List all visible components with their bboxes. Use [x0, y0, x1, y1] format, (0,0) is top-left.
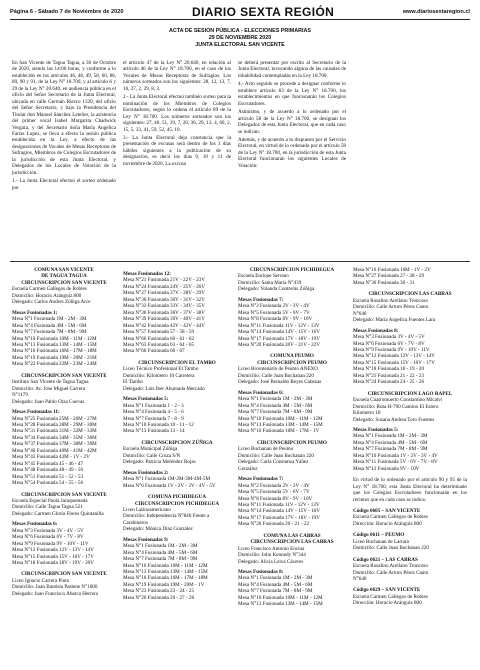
polling-section	[353, 557, 467, 583]
venue-detail: Escuela Rosalino Arellano Troncoso	[353, 563, 428, 570]
listing-col-1	[12, 267, 116, 597]
mesa-item: Mesa N°16 Fusionada 16M - 17M - 1V	[238, 428, 320, 435]
mesa-item: Mesa N°25 Fusionada 25M - 26M - 27M	[12, 415, 97, 422]
venue-detail: Liceo Francisco Antonio Encina	[238, 545, 305, 552]
mesa-item: Mesa N°10 Fusionada 10M - 11M - 12M	[123, 562, 208, 569]
section-title: CIRCUNSCRIPCION EL TAMBO	[138, 359, 216, 366]
mesa-item: Mesa N°6 Fusionada 6V - 7V - 8V	[12, 534, 84, 541]
intro-paragraph: 3.- La Junta Electoral deja constancia que la presentación de excusas será dentro de los 3 días hábiles siguientes a la publicación de su designación, es decir los días 9, 10 y 11 de noviembre de 2020. La excusa	[123, 134, 231, 167]
mesa-item: Mesa N°2 Fusionada 2V - 3V - 4V	[238, 303, 310, 310]
mesa-item: Mesa N°12 Fusionada 12V - 13V - 14V	[12, 547, 94, 554]
venue-detail: Domicilio: Juan Bautista Pastene N°1000	[12, 584, 98, 591]
section-title: COMUNA SAN VICENTE	[34, 267, 94, 273]
venue-detail: González	[238, 465, 258, 472]
mesa-item: Mesa N°31 Fusionada 31M - 32M - 33M	[12, 428, 97, 435]
mesas-list	[238, 483, 346, 528]
mesa-item: Mesa N°21 Fusionada 21V - 22V - 23V	[123, 277, 205, 284]
venue-detail: Delegado: Susana Andrea Toro Fuentes	[353, 416, 435, 423]
acta-heading	[150, 28, 330, 50]
mesa-item: Mesa N°9 Fusionada 9V - 10V - 11V	[12, 540, 89, 547]
mesas-list	[353, 267, 467, 286]
mesa-item: Mesa N°15 Fusionada 15V - 16V - 17V	[353, 359, 435, 366]
mesa-item: Mesa N°10 Fusionada 10 - 11 - 12	[123, 421, 194, 428]
mesas-list	[12, 528, 116, 567]
mesa-item: Mesa N°10 Fusionada 10M - 11M - 12M	[238, 594, 323, 601]
mesa-item: Mesa N°30 Fusionada 30 - 31	[353, 279, 415, 286]
venue-detail: Liceo Buchanan de Larraín	[353, 538, 410, 545]
mesas-label: Mesas Fusionadas 5:	[353, 426, 399, 433]
mesa-item: Mesa N°10 Fusionada 10M - 11M - 12M	[238, 415, 323, 422]
polling-section	[123, 494, 231, 601]
section-title: CIRCUNSCRIPCION PICHIDEGUA	[134, 500, 220, 507]
mesa-item: Mesa N°14 Fusionada 14V - 15V - 16V	[238, 508, 320, 515]
mesa-item: Mesa N°6 Fusionada 1V - 2V - 3V - 4V - 5V	[123, 482, 216, 489]
mesa-item: Mesa N°33 Fusionada 33V - 34V - 35V	[123, 303, 205, 310]
section-title: COMUNA PEUMO	[270, 353, 314, 360]
mesa-item: Mesa N°27 Fusionada 27V - 28V - 29V	[123, 290, 205, 297]
paragraph: En virtud de lo ordenado por el artículo 90 y 95 de la Ley N° 18.700, esta Junta Electoral ha determinado que los Colegios Escrutadores funcionarán en los recintos que en cada caso se indica:	[353, 477, 467, 503]
mesa-item: Mesa N°1 Fusionada 1M - 2M - 3M	[353, 433, 428, 440]
polling-section	[353, 391, 467, 472]
venue-detail: Liceo Buchanan de Peumo	[238, 446, 294, 453]
venue-detail: Delegado: Alicia Leiva Cáceres	[238, 558, 304, 565]
mesa-item: Mesa N°12 Fusionada 9V - 10V	[353, 465, 420, 472]
venue-detail: Escuela Municipal Zúñiga	[123, 446, 178, 453]
mesa-item: Mesa N°5 Fusionada 5V - 6V - 7V	[238, 489, 310, 496]
mesa-item: Mesa N°18 Fusionada 18 - 19 - 20	[353, 366, 425, 373]
mesa-item: Mesa N°4 Fusionada 4M - 5M - 6M	[238, 402, 313, 409]
mesa-item: Mesa N°43 Fusionada 43M - 1V - 2V	[12, 454, 90, 461]
mesa-item: Mesa N°63 Fusionada 63 - 64 - 65	[123, 341, 195, 348]
mesa-item: Mesa N°7 Fusionada 7 - 8 - 9	[123, 415, 184, 422]
mesa-item: Mesa N°30 Fusionada 30V - 31V - 32V	[123, 296, 205, 303]
listing-col-3	[238, 267, 346, 608]
mesas-list	[353, 433, 467, 472]
mesa-item: Mesa N°20 Fusionada 20 - 21 - 22	[238, 521, 310, 528]
venue-detail: Domicilio: Calle Cruza S/N	[123, 452, 181, 459]
masthead: DIARIO SEXTA REGIÓN	[191, 4, 335, 19]
mesas-label: Mesas Fusionadas 11:	[12, 409, 60, 416]
section-title: Código 0629 – SAN VICENTE	[353, 587, 421, 594]
venue-detail: Domicilio: Calle Arturo Pérez Canto	[353, 569, 429, 576]
venue-detail: Delegado: Mónica Díaz González	[123, 526, 193, 533]
polling-section	[12, 571, 116, 597]
venue-detail: Delegado: María Angelica Fuentes Lara	[353, 317, 436, 324]
mesa-item: Mesa N°13 Fusionada 13M - 14M - 15M	[12, 341, 97, 348]
venue-detail: Domicilio: Independencia N°840 Frente a	[123, 513, 210, 520]
mesas-label: Mesas Fusionadas 8:	[353, 327, 399, 334]
mesa-item: Mesa N°22 Fusionada 22M - 23M - 24M	[12, 361, 97, 368]
acta-date: 29 DE NOVIEMBRE 2020	[208, 35, 272, 42]
mesas-label: Mesas Fusionadas 2:	[123, 469, 169, 476]
venue-detail: Escuela Carmen Gallegos de Robles	[353, 593, 428, 600]
mesas-list	[12, 316, 116, 368]
polling-section	[123, 440, 231, 489]
intro-paragraph: En San Vicente de Tagua Tagua, a 30 de Octubre de 2020, siendo las 14:00 horas, y conforme a lo establecido en los artículos 46, 48, 49, 58, 60, 88, 89, 90 y 91, de la Ley N° 18.700, y al artículo 6 y 29 de la Ley N° 20.640, en audiencia pública en el oficio del Señor Secretario de la Junta Electoral, ubicada en calle Germán Riesco 1320, del oficio del Señor Secretario, y bajo la Presidencia del Titular don Manuel Sánchez Letelier, la asistencia del primer vocal Isabel Margarita Chadwick Vergara, y del Secretario doña María Angélica Farías Lopez, se lleva a efecto la sesión pública establecida en la Ley, a efecto de las designaciones de Vocales de Mesas Receptoras de Sufragios, Miembros de Colegios Escrutadores de la jurisdicción de esta Junta Electoral, y Delegados de los Locales de Votación de la jurisdicción.	[12, 60, 116, 176]
mesa-item: Mesa N°19 Fusionada 19M - 20M - 21M	[12, 354, 97, 361]
venue-detail: Escuela Cuatromuerto Constantino Micalvi	[353, 397, 443, 404]
mesa-item: Mesa N°1 Fusionada 1 - 2 - 3	[123, 402, 184, 409]
page-header	[10, 4, 470, 20]
mesa-item: Mesa N°11 Fusionada 11V - 12V - 13V	[238, 501, 320, 508]
mesa-item: Mesa N°12 Fusionada 12V - 13V - 14V	[353, 353, 435, 360]
section-title: CIRCUNSCRIPCION ZÚÑIGA	[141, 439, 213, 446]
mesa-item: Mesa N°17 Fusionada 17V - 18V - 19V	[238, 514, 320, 521]
mesa-item: Mesa N°16 Fusionada 16M - 1V - 2V	[353, 267, 431, 273]
mesa-item: Mesa N°45 Fusionada 45 - 46 - 47	[12, 460, 84, 467]
venue-detail: Dirección: Horacio Aránguiz 800	[353, 520, 422, 527]
mesa-item: Mesa N°4 Fusionada 4M - 5M - 6M	[353, 439, 428, 446]
mesas-list	[123, 543, 231, 601]
mesa-item: Mesa N°60 Fusionada 60 - 61 - 62	[123, 335, 195, 342]
mesa-item: Mesa N°3 Fusionada 3V - 4V - 5V	[12, 527, 84, 534]
mesa-item: Mesa N°15 Fusionada 15V - 16V - 17V	[12, 553, 94, 560]
mesa-item: Mesa N°7 Fusionada 7M - 8M - 9M	[12, 329, 87, 336]
mesa-item: Mesa N°27 Fusionada 27 - 28 - 29	[353, 273, 425, 280]
mesa-item: Mesa N°4 Fusionada 4 - 5 - 6	[123, 409, 184, 416]
section-title: CIRCUNSCRIPCION PEUMO	[257, 359, 327, 366]
mesa-item: Mesa N°3 Fusionada 3V - 4V - 5V	[353, 334, 425, 341]
venue-detail: Domicilio: Calle Juan Buchanan 220	[238, 452, 314, 459]
venue-detail: Liceo Latinoamericano	[123, 506, 171, 513]
venue-detail: N°640	[353, 310, 367, 317]
mesa-item: Mesa N°23 Fusionada 23 - 24 - 25	[123, 588, 195, 595]
polling-section	[353, 477, 467, 503]
mesas-list	[353, 334, 467, 386]
section-title: CIRCUNSCRIPCION LAS CABRAS	[250, 539, 334, 546]
polling-section	[12, 492, 116, 567]
section-title: CIRCUNSCRIPCION SAN VICENTE	[21, 571, 107, 578]
mesa-item: Mesa N°13 Fusionada 13 - 14	[123, 428, 185, 435]
intro-paragraph: se deberá presentar por escrito al Secretario de la Junta Electoral, invocando alguna de las causales de inhabilidad contempladas en la Ley 18.700.	[238, 60, 346, 79]
mesa-item: Mesa N°26 Fusionada 26 - 27 - 28	[123, 594, 195, 601]
section-title: CIRCUNSCRIPCION PICHIDEGUA	[249, 267, 335, 273]
mesa-item: Mesa N°4 Fusionada 4M - 5M - 6M	[238, 581, 313, 588]
listing-col-4	[353, 267, 467, 607]
venue-detail: Delegado: Carlos Andres Zúñiga Arce	[12, 299, 91, 306]
intro-paragraph: Asimismo, y de acuerdo a lo ordenado por el artículo 58 de la Ley N° 18.700, se designan los Delegados de esta Junta Electoral, que en cada caso se indican.	[238, 109, 346, 135]
venue-detail: Escuela Enrique Serrano	[238, 273, 289, 280]
venue-detail: Delegado: Yolanda Contreras Zúñiga	[238, 286, 315, 293]
mesas-label: Mesas Fusionadas 8:	[238, 569, 284, 576]
section-title: Código 0605 – SAN VICENTE	[353, 507, 421, 514]
website-link[interactable]: www.diariosextaregion.cl	[402, 8, 470, 15]
mesas-list	[238, 303, 346, 348]
section-title: DE TAGUA TAGUA	[41, 273, 87, 280]
venue-detail: Delegado: Juan Pablo Oiza Cuevas	[12, 398, 85, 405]
polling-section	[123, 360, 231, 435]
polling-section	[353, 291, 467, 385]
section-title: CIRCUNSCRIPCION SAN VICENTE	[21, 491, 107, 498]
mesa-item: Mesa N°17 Fusionada 17V - 18V - 19V	[238, 335, 320, 342]
mesas-label: Mesas Fusionadas 5:	[123, 396, 169, 403]
mesas-label: Mesas Fusionadas 7:	[238, 476, 284, 483]
venue-detail: Delegado: Carmen Gloria Flores Quintanilla	[12, 510, 104, 517]
venue-detail: Delegado: Carla Constanza Yáñez	[238, 459, 309, 466]
venue-detail: Domicilio: Horacio Aránguiz 800	[12, 292, 82, 299]
mesa-item: Mesa N°54 Fusionada 54 - 55 - 56	[12, 480, 84, 487]
section-title: CIRCUNSCRIPCION LAGO RAPEL	[367, 390, 453, 397]
mesas-list	[12, 416, 116, 487]
mesa-item: Mesa N°4 Fusionada 4M - 5M - 6M	[12, 322, 87, 329]
venue-detail: Domicilio: Calle Arturo Pérez Canto	[353, 304, 429, 311]
venue-detail: El Tambo	[123, 379, 143, 386]
mesa-item: Mesa N°14 Fusionada 14V - 15V - 16V	[238, 329, 320, 336]
mesas-label: Mesas Fusionadas 9:	[123, 536, 169, 543]
mesa-item: Mesa N°9 Fusionada 9V - 10V - 11V	[353, 346, 430, 353]
venue-detail: Delegado: Patricia Meléndez Rojas	[123, 459, 196, 466]
mesa-item: Mesa N°42 Fusionada 42V - 43V - 44V	[123, 322, 205, 329]
venue-detail: Liceo Técnico Profesional El Tambo	[123, 366, 199, 373]
venue-detail: Domicilio: Av. Jose Miguel Carrera	[12, 385, 86, 392]
polling-section	[12, 373, 116, 487]
mesa-item: Mesa N°18 Fusionada 18V - 19V - 20V	[12, 560, 94, 567]
section-divider	[10, 261, 470, 262]
mesa-item: Mesa N°16 Fusionada 16M - 17M - 18M	[123, 575, 208, 582]
polling-section	[238, 533, 346, 608]
intro-paragraph: 1.- La Junta Electoral efectuó el sorteo ordenado por	[12, 178, 116, 191]
venue-detail: Domicilio: Calle Tagua Tagua 521	[12, 504, 83, 511]
mesa-item: Mesa N°10 Fusionada 1V - 2V - 3V - 4V	[353, 452, 438, 459]
mesa-item: Mesa N°21 Fusionada 21 - 22 - 23	[353, 372, 425, 379]
mesa-item: Mesa N°7 Fusionada 7M - 8M - 9M	[238, 588, 313, 595]
mesas-label: Mesas Fusionadas 1:	[12, 309, 58, 316]
venue-detail: Liceo Bicentenario de Peumo ANEXO	[238, 366, 318, 373]
intro-col-3	[238, 60, 346, 171]
polling-section	[123, 271, 231, 355]
section-title: CIRCUNSCRIPCION PEUMO	[257, 439, 327, 446]
mesa-item: Mesa N°24 Fusionada 24V - 25V - 26V	[123, 283, 205, 290]
intro-paragraph: el artículo 47 de la Ley N° 20.640, en relación al artículo 46 de la Ley N° 18.700, en el caso de los Vocales de Mesas Receptoras de Sufragios. Los números sorteados son los siguientes: 28, 12, 13, 7, 16, 27, 2, 29, 8, 3.	[123, 60, 231, 92]
mesa-item: Mesa N°5 Fusionada 5V - 6V - 7V	[238, 309, 310, 316]
venue-detail: Domicilio: John Kennedy N°344	[238, 552, 306, 559]
mesa-item: Mesa N°11 Fusionada 5V - 6V - 7V - 8V	[353, 459, 438, 466]
venue-detail: N°640	[353, 576, 367, 583]
mesa-item: Mesa N°37 Fusionada 37M - 38M - 39M	[12, 441, 97, 448]
venue-detail: Domicilio: Santa María N°439	[238, 279, 302, 286]
venue-detail: Liceo Ignacio Carrera Pinto	[12, 577, 70, 584]
polling-section	[353, 587, 467, 606]
intro-paragraph: 2.- La Junta Electoral efectuó también sorteo para la nominación de los Miembros de Colegios Escrutadores, según lo ordena el artículo 89 de la Ley N° 18.700. Los números sorteados son los siguientes: 27, 40, 51, 19, 7, 20, 36, 29, 13, 4, 60, 2, 15, 5, 33, 41, 59, 52, 45, 10.	[123, 94, 231, 133]
mesa-item: Mesa N°48 Fusionada 48 - 49 - 50	[12, 467, 84, 474]
venue-detail: Delegado: José Reinaldo Reyes Cabezas	[238, 379, 322, 386]
listing-col-2	[123, 267, 231, 601]
acta-title: ACTA DE SESION PÚBLICA - ELECCIONES PRIMARIAS	[168, 28, 312, 34]
venue-detail: N°1179	[12, 392, 28, 399]
venue-detail: Dirección: Horacio Aránguiz 800	[353, 600, 422, 607]
acta-junta: JUNTA ELECTORAL SAN VICENTE	[195, 42, 285, 49]
polling-section	[238, 353, 346, 434]
polling-section	[353, 508, 467, 527]
polling-section	[238, 267, 346, 348]
mesas-list	[123, 476, 231, 489]
mesas-list	[238, 396, 346, 435]
polling-section	[238, 440, 346, 528]
mesa-item: Mesa N°8 Fusionada 8V - 9V - 10V	[238, 316, 313, 323]
section-title: CIRCUNSCRIPCION SAN VICENTE	[21, 372, 107, 379]
section-title: CIRCUNSCRIPCION LAS CABRAS	[368, 291, 452, 298]
venue-detail: Escuela Carmen Gallegos de Robles	[353, 514, 428, 521]
venue-detail: Escuela Carmen Gallegos de Robles	[12, 286, 87, 293]
polling-section	[353, 532, 467, 551]
mesa-item: Mesa N°10 Fusionada 10M - 11M - 12M	[12, 335, 97, 342]
mesa-item: Mesa N°16 Fusionada 16M - 17M - 18M	[12, 348, 97, 355]
venue-detail: Escuela Rosalino Arellano Troncoso	[353, 297, 428, 304]
venue-detail: Instituto San Vicente de Tagua Tagua	[12, 379, 89, 386]
page-info: Página 6 - Sábado 7 de Noviembre de 2020	[10, 8, 124, 15]
intro-col-1	[12, 60, 116, 193]
mesas-label: Mesas Fusionadas 12:	[123, 271, 171, 277]
venue-detail: Carabineros	[123, 519, 148, 526]
mesa-item: Mesa N°24 Fusionada 24 - 25 - 26	[353, 379, 425, 386]
mesa-item: Mesa N°66 Fusionada 66 - 67	[123, 348, 185, 355]
mesa-item: Mesa N°19 Fusionada 19M - 20M - 1V	[123, 581, 205, 588]
mesa-item: Mesa N°13 Fusionada 13M - 14M - 15M	[238, 601, 323, 608]
mesas-label: Mesas Fusionadas 6:	[238, 389, 284, 396]
mesa-item: Mesa N°2 Fusionada 2V - 3V - 4V	[238, 482, 310, 489]
mesa-item: Mesa N°7 Fusionada 7M - 8M - 9M	[238, 409, 313, 416]
section-title: CIRCUNSCRIPCION SAN VICENTE	[21, 279, 107, 286]
mesa-item: Mesa N°1 Fusionada 1M - 2M - 3M	[123, 543, 198, 550]
venue-detail: Domicilio: Kilometro 10 Carretera	[123, 372, 195, 379]
mesas-list	[238, 575, 346, 607]
section-title: COMUNA PICHIDEGUA	[147, 494, 207, 501]
section-title: Código 0621 – LAS CABRAS	[353, 556, 418, 563]
mesas-list	[123, 277, 231, 354]
mesa-item: Mesa N°6 Fusionada 6V - 7V - 8V	[353, 340, 425, 347]
mesas-list	[123, 403, 231, 435]
mesa-item: Mesa N°40 Fusionada 40M - 41M - 42M	[12, 447, 97, 454]
venue-detail: Delegado: Luis Iber Ahumada Mercado	[123, 385, 205, 392]
venue-detail: Kilometro 18	[353, 410, 381, 417]
mesa-item: Mesa N°34 Fusionada 34M - 35M - 36M	[12, 434, 97, 441]
mesa-item: Mesa N°39 Fusionada 39V - 40V - 41V	[123, 316, 205, 323]
mesa-item: Mesa N°57 Fusionada 57 - 58 - 59	[123, 329, 195, 336]
venue-detail: Domicilio: Calle Juan Buchanan 220	[238, 372, 314, 379]
mesa-item: Mesa N°28 Fusionada 28M - 29M - 30M	[12, 421, 97, 428]
mesas-label: Mesas Fusionadas 7:	[238, 296, 284, 303]
mesa-item: Mesa N°1 Fusionada 1M - 2M - 3M	[238, 575, 313, 582]
mesa-item: Mesa N°11 Fusionada 11V - 12V - 13V	[238, 322, 320, 329]
mesa-item: Mesa N°36 Fusionada 36V - 37V - 38V	[123, 309, 205, 316]
mesa-item: Mesa N°1 Fusionada 1M - 2M - 3M	[238, 396, 313, 403]
mesa-item: Mesa N°51 Fusionada 51 - 52 - 53	[12, 473, 84, 480]
venue-detail: Delegado: Juan Francisco Abarca Herrera	[12, 590, 98, 597]
section-title: Código 0611 – PEUMO	[353, 532, 405, 539]
intro-paragraph: Además, y de acuerdo a lo dispuesto por el Servicio Electoral, en virtud de lo ordenado por el artículo 58 de la Ley N° 18.700, en la jurisdicción de esta Junta Electoral funcionarán los siguientes Locales de Votación:	[238, 136, 346, 169]
mesa-item: Mesa N°13 Fusionada 13M - 14M - 15M	[238, 421, 323, 428]
mesa-item: Mesa N°13 Fusionada 13M - 14M - 15M	[123, 569, 208, 576]
mesa-item: Mesa N°8 Fusionada 8V - 9V - 10V	[238, 495, 313, 502]
mesas-label: Mesas Fusionadas 6:	[12, 521, 58, 528]
venue-detail: Escuela Especial Paula Jaraquemada	[12, 497, 88, 504]
mesa-item: Mesa N°7 Fusionada 7M - 8M - 9M	[353, 446, 428, 453]
mesa-item: Mesa N°4 Fusionada 4M - 5M - 6M	[123, 549, 198, 556]
mesa-item: Mesa N°1 Fusionada 1M-2M-3M-4M-5M	[123, 476, 211, 483]
venue-detail: Domicilio: Ruta H-790 Camino El Estero	[353, 403, 439, 410]
mesa-item: Mesa N°20 Fusionada 20V - 21V - 22V	[238, 341, 320, 348]
intro-col-2	[123, 60, 231, 169]
section-title: COMUNA LAS CABRAS	[263, 532, 321, 539]
intro-paragraph: 4.- Acto seguido se procede a designar conforme lo establece artículo 83 de la Ley N° 18.700, los establecimientos en que funcionarán los Colegios Escrutadores.	[238, 81, 346, 107]
polling-section	[353, 267, 467, 286]
mesa-item: Mesa N°7 Fusionada 7M - 8M - 9M	[123, 556, 198, 563]
polling-section	[12, 267, 116, 368]
mesa-item: Mesa N°1 Fusionada 1M - 2M - 3M	[12, 316, 87, 323]
venue-detail: Domicilio: Calle Juan Buchanan 220	[353, 545, 429, 552]
